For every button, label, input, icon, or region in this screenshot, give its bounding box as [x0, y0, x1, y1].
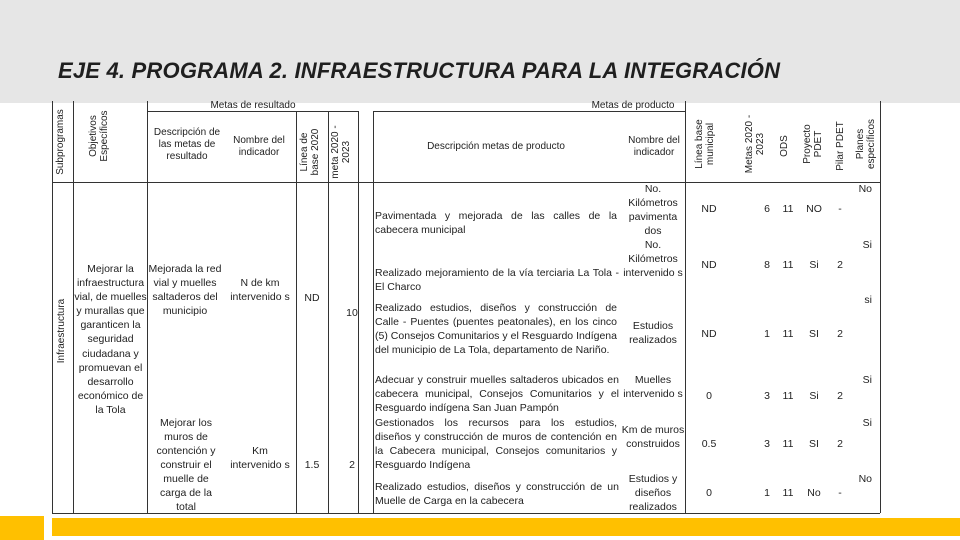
producto-1-indicador: No. Kilómetros pavimenta dos — [628, 183, 678, 237]
rule-left-border — [52, 101, 53, 513]
producto-6-descripcion: Realizado estudios, diseños y construcción de un Muelle de Carga en la cabecera — [375, 481, 619, 507]
rule-col-linea-base — [296, 111, 297, 513]
producto-1-proyecto-pdet: NO — [806, 203, 822, 215]
producto-2-ods: 11 — [782, 259, 794, 271]
header-meta-2020-2023 — [330, 109, 354, 195]
resultado-1-linea-base: ND — [304, 292, 320, 304]
producto-3-proyecto-pdet: SI — [809, 328, 819, 340]
producto-4-indicador: Muelles intervenido s — [623, 374, 683, 400]
producto-5-proyecto-pdet: SI — [809, 438, 819, 450]
header-nombre-indicador-producto: Nombre del indicador — [628, 135, 680, 158]
producto-1-linea-base: ND — [701, 203, 717, 215]
header-pilar-pdet: Pilar PDET — [835, 121, 846, 171]
producto-3-ods: 11 — [782, 328, 794, 340]
producto-2-planes: Si — [862, 239, 872, 251]
producto-6-meta: 1 — [764, 487, 770, 499]
producto-1-planes: No — [858, 183, 872, 195]
producto-2-indicador: No. Kilómetros intervenido s — [623, 239, 683, 279]
producto-5-descripcion: Gestionados los recursos para los estudios, diseños y construcción de muros de contención en la Cabecera municipal, Consejos comunitarios y Resguardo Indígena — [375, 417, 617, 471]
header-linea-base-municipal-text: Línea base municipal — [694, 119, 716, 169]
producto-2-linea-base: ND — [701, 259, 717, 271]
page-title: EJE 4. PROGRAMA 2. INFRAESTRUCTURA PARA LA INTEGRACIÓN — [58, 58, 781, 83]
producto-3-indicador: Estudios realizados — [629, 320, 677, 346]
resultado-1-indicador: N de km intervenido s — [230, 277, 290, 303]
header-objetivos — [88, 91, 112, 181]
producto-4-linea-base: 0 — [706, 390, 712, 402]
producto-6-linea-base: 0 — [706, 487, 712, 499]
header-linea-base-2020-text: Línea de base 2020 — [299, 128, 321, 176]
resultado-1-meta: 10 — [346, 307, 358, 319]
resultado-1-descripcion: Mejorada la red vial y muelles saltaderos del municipio — [148, 263, 222, 317]
producto-1-pilar-pdet: - — [838, 203, 842, 215]
header-objetivos-text: Objetivos Específicos — [88, 110, 110, 162]
footer-yellow-strip — [52, 518, 960, 536]
producto-4-ods: 11 — [782, 390, 794, 402]
producto-5-ods: 11 — [782, 438, 794, 450]
producto-1-descripcion: Pavimentada y mejorada de las calles de la cabecera municipal — [375, 210, 617, 236]
producto-5-meta: 3 — [764, 438, 770, 450]
header-linea-base-municipal — [694, 101, 718, 187]
producto-3-linea-base: ND — [701, 328, 717, 340]
producto-4-planes: Si — [862, 374, 872, 386]
producto-2-meta: 8 — [764, 259, 770, 271]
header-descripcion-resultado: Descripción de las metas de resultado — [153, 127, 221, 162]
subprograma-label: Infraestructura — [56, 298, 67, 364]
producto-6-planes: No — [858, 473, 872, 485]
producto-6-ods: 11 — [782, 487, 794, 499]
header-nombre-indicador: Nombre del indicador — [233, 135, 285, 158]
header-ods: ODS — [779, 135, 790, 157]
header-linea-base-2020 — [299, 109, 323, 195]
producto-2-proyecto-pdet: Si — [809, 259, 819, 271]
header-proyecto-pdet — [802, 101, 826, 187]
producto-5-indicador: Km de muros construidos — [621, 424, 685, 450]
producto-5-pilar-pdet: 2 — [837, 438, 843, 450]
resultado-2-descripcion: Mejorar los muros de contención y construir el muelle de carga de la total — [156, 417, 216, 513]
producto-6-pilar-pdet: - — [838, 487, 842, 499]
producto-4-proyecto-pdet: Si — [809, 390, 819, 402]
objetivo-text: Mejorar la infraestructura vial, de muelles y murallas que garanticen la seguridad ciudadana y promuevan el desarrollo económico de la Tola — [74, 263, 147, 416]
header-subprogramas: Subprogramas — [55, 109, 66, 175]
header-metas-resultado: Metas de resultado — [210, 100, 296, 111]
header-metas-producto: Metas de producto — [591, 100, 675, 111]
producto-6-indicador: Estudios y diseños realizados — [628, 473, 678, 513]
producto-4-pilar-pdet: 2 — [837, 390, 843, 402]
producto-1-meta: 6 — [764, 203, 770, 215]
header-proyecto-pdet-text: Proyecto PDET — [802, 124, 824, 164]
rule-col-indicador-right — [685, 101, 686, 513]
producto-3-descripcion: Realizado estudios, diseños y construcción de Calle - Puentes (puentes peatonales), en los cinco (5) Consejos Comunitarios y el Resguardo Indígena del municipio de La Tola, departamento de Nariño. — [375, 302, 617, 356]
resultado-2-linea-base: 1.5 — [304, 459, 320, 471]
producto-4-meta: 3 — [764, 390, 770, 402]
producto-3-meta: 1 — [764, 328, 770, 340]
producto-2-descripcion: Realizado mejoramiento de la vía terciaria La Tola - El Charco — [375, 267, 619, 293]
producto-2-pilar-pdet: 2 — [837, 259, 843, 271]
producto-5-linea-base: 0.5 — [701, 438, 717, 450]
rule-col-meta — [328, 111, 329, 513]
header-metas-2020-2023 — [744, 101, 768, 187]
producto-6-proyecto-pdet: No — [807, 487, 821, 499]
header-metas-2020-2023-text: Metas 2020 - 2023 — [744, 114, 766, 174]
header-meta-2020-2023-text: meta 2020 - 2023 — [330, 125, 352, 179]
header-planes-especificos-text: Planes específicos — [855, 118, 877, 170]
rule-col-producto-left — [373, 111, 374, 513]
producto-5-planes: Si — [862, 417, 872, 429]
producto-4-descripcion: Adecuar y construir muelles saltaderos ubicados en cabecera municipal, Consejos Comunitarios y el Resguardo indígena San Juan Pampón — [375, 374, 619, 414]
rule-right-border — [880, 101, 881, 513]
producto-3-pilar-pdet: 2 — [837, 328, 843, 340]
header-planes-especificos — [855, 101, 879, 187]
resultado-2-indicador: Km intervenido s — [230, 445, 290, 471]
header-band — [0, 0, 960, 103]
producto-3-planes: si — [864, 294, 872, 306]
producto-1-ods: 11 — [782, 203, 794, 215]
resultado-2-meta: 2 — [349, 459, 355, 471]
header-descripcion-producto: Descripción metas de producto — [427, 141, 565, 152]
